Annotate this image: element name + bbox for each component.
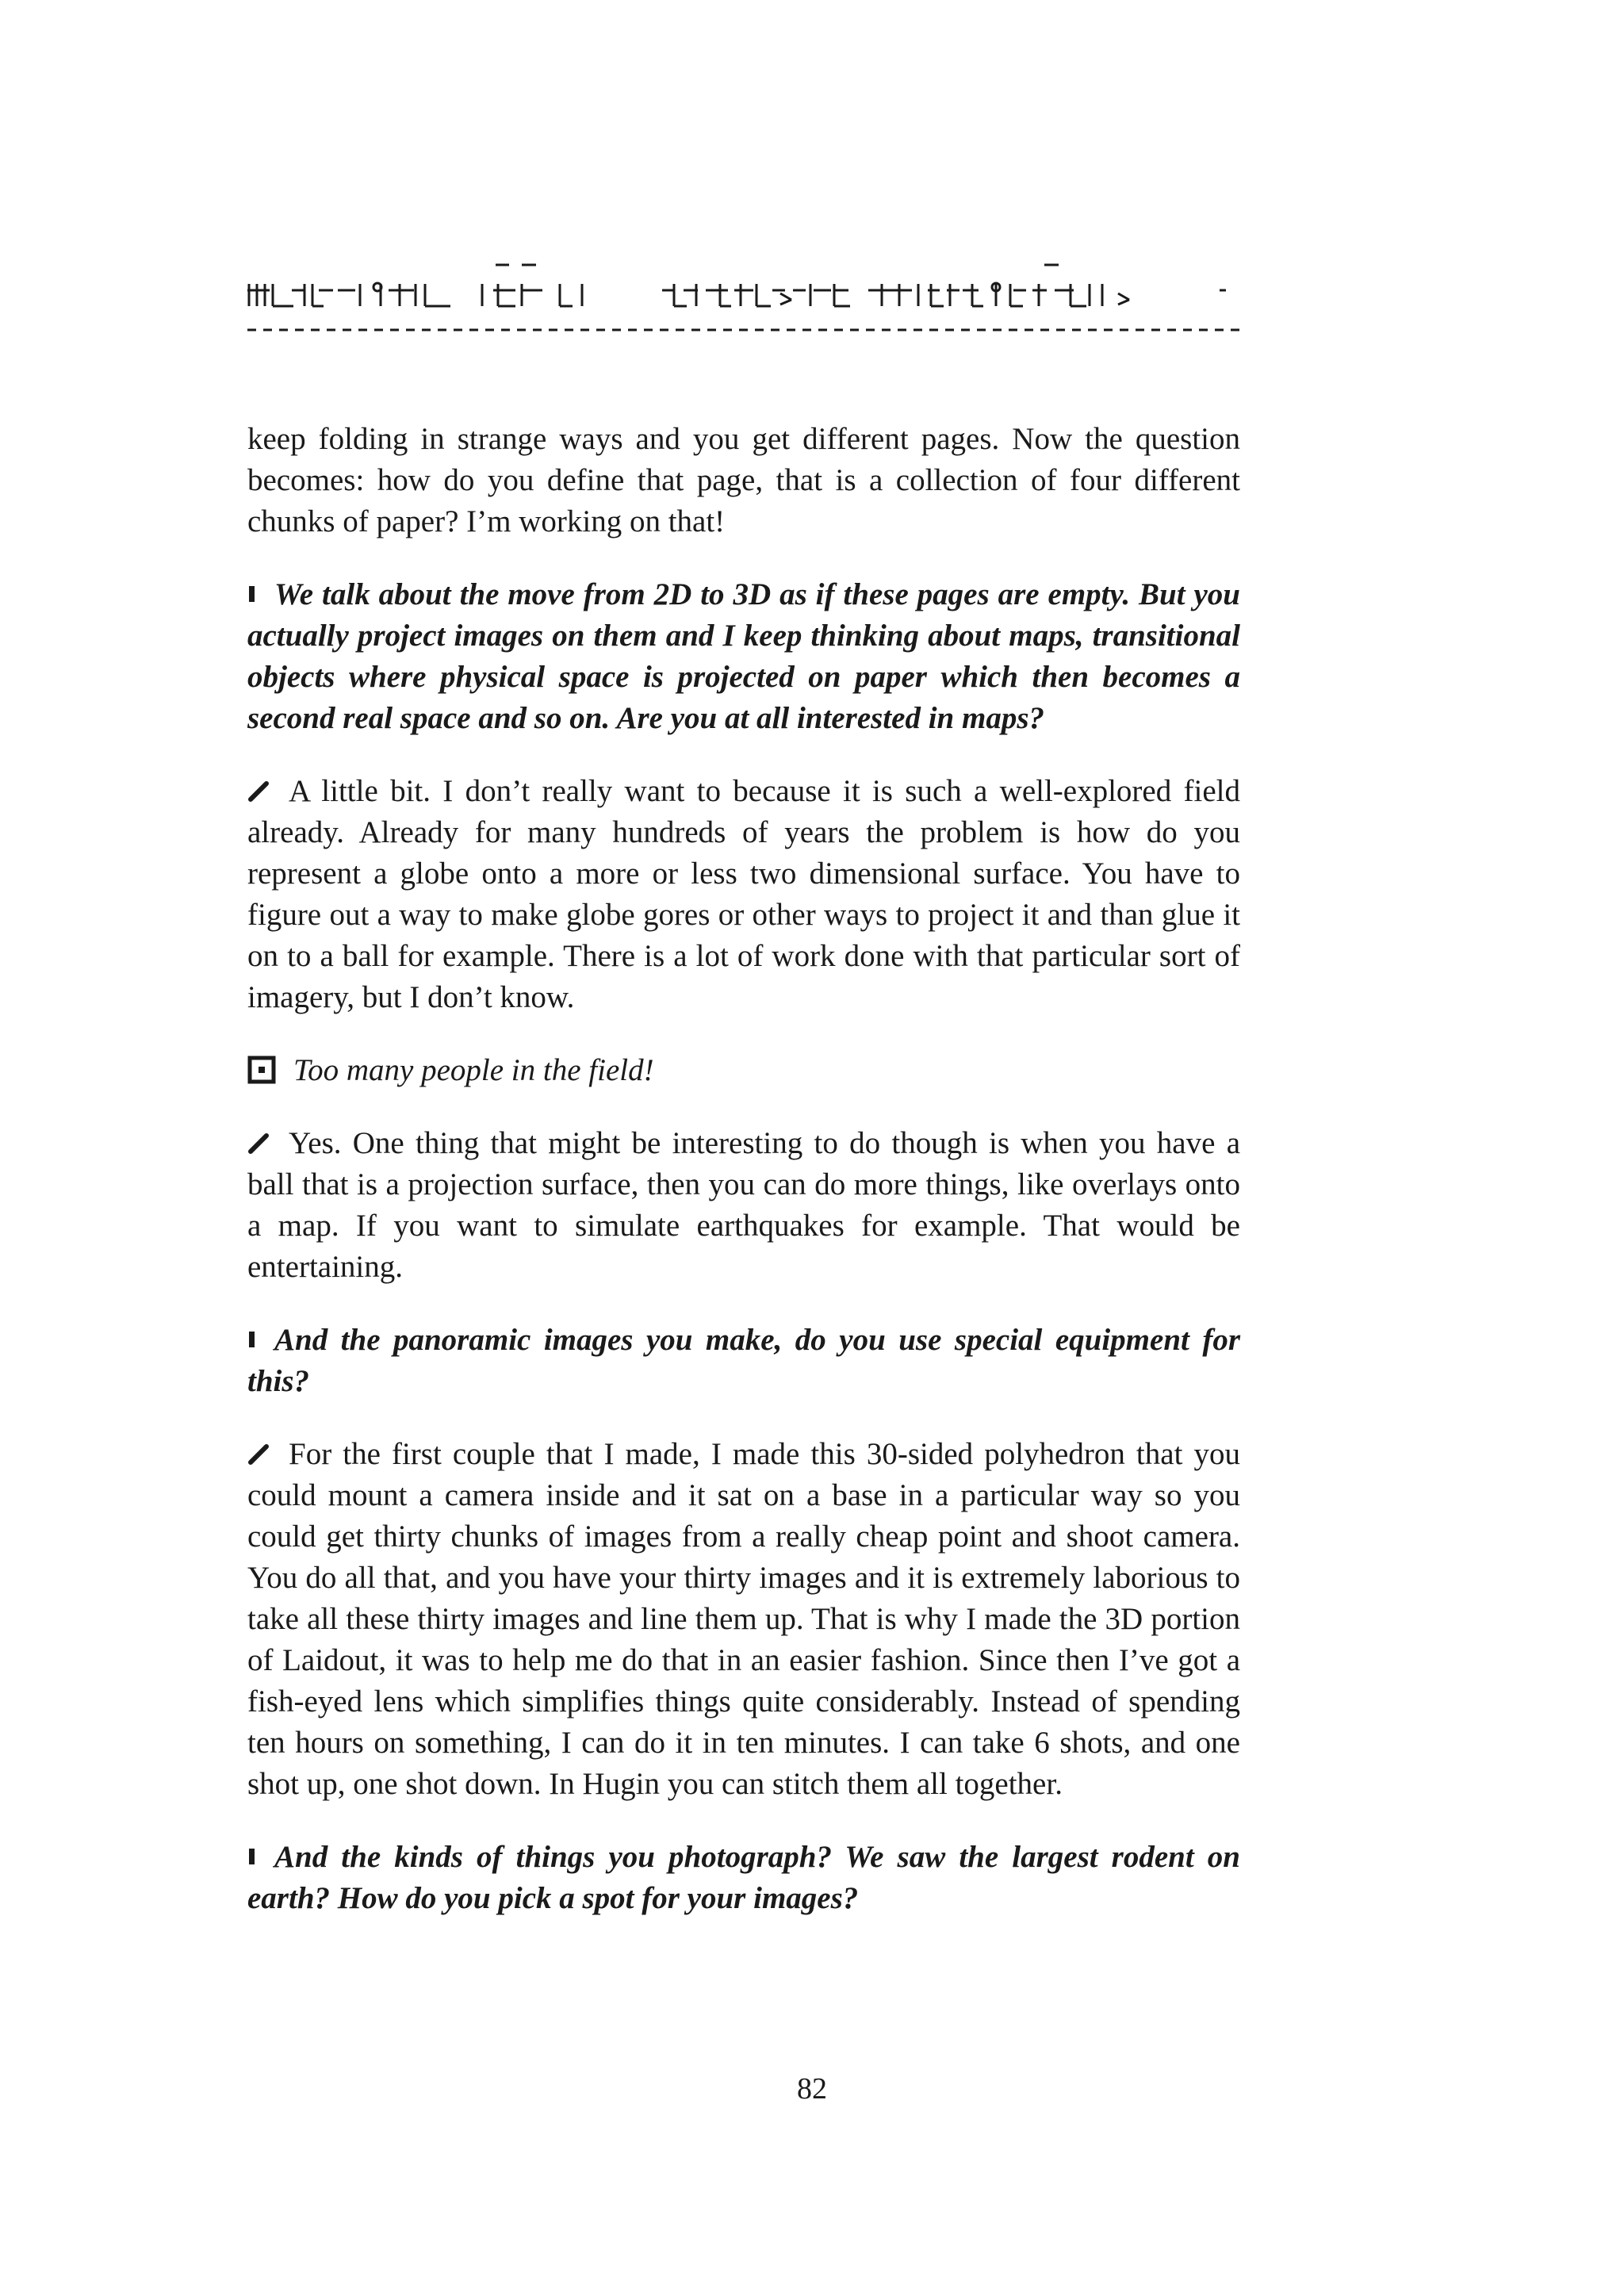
ascii-art-title-icon (246, 238, 1241, 349)
bar-marker-icon (247, 1847, 257, 1866)
other-remark (247, 1050, 1240, 1091)
square-dot-icon (247, 1056, 276, 1084)
paragraph-text: And the kinds of things you photograph? We saw the largest rodent on earth? How do you pick a spot for your images? (247, 1840, 1240, 1915)
interview-text (247, 419, 1240, 1951)
interviewer-question (247, 1837, 1240, 1919)
paragraph-text: And the panoramic images you make, do you use special equipment for this? (247, 1323, 1240, 1398)
pencil-icon (247, 779, 271, 803)
paragraph-text: A little bit. I don’t really want to because it is such a well-explored field already. Already for many hundreds of years the problem is how do you represent a globe onto a more or less two dimensional surface. You have to figure out a way to make globe gores or other ways to project it and than glue it on to a ball for example. There is a lot of work done with that particular sort of imagery, but I don’t know. (247, 774, 1240, 1014)
artist-answer (247, 1434, 1240, 1805)
paragraph-text: Too many people in the field! (293, 1053, 654, 1087)
paragraph-text: keep folding in strange ways and you get different pages. Now the question becomes: how do you define that page, that is a collection of four different chunks of paper? I’m working on that! (247, 422, 1240, 538)
paragraph-text: For the first couple that I made, I made this 30-sided polyhedron that you could mount a camera inside and it sat on a base in a particular way so you could get thirty chunks of images from a really cheap point and shoot camera. You do all that, and you have your thirty images and it is extremely laborious to take all these thirty images and line them up. That is why I made the 3D portion of Laidout, it was to help me do that in an easier fashion. Since then I’ve got a fish-eyed lens which simplifies things quite considerably. Instead of spending ten hours on something, I can do it in ten minutes. I can take 6 shots, and one shot up, one shot down. In Hugin you can stitch them all together. (247, 1437, 1240, 1801)
pencil-icon (247, 1442, 271, 1466)
bar-marker-icon (247, 1330, 257, 1349)
paragraph-text: Yes. One thing that might be interesting to do though is when you have a ball that is a projection surface, then you can do more things, like overlays onto a map. If you want to simulate earthquakes for example. That would be entertaining. (247, 1126, 1240, 1284)
paragraph-text: We talk about the move from 2D to 3D as if these pages are empty. But you actually project images on them and I keep thinking about maps, transitional objects where physical space is projected on paper which then becomes a second real space and so on. Are you at all interested in maps? (247, 577, 1240, 735)
bar-marker-icon (247, 584, 257, 604)
interviewer-question (247, 1320, 1240, 1402)
artist-answer (247, 771, 1240, 1018)
page-number: 82 (797, 2072, 827, 2106)
pencil-icon (247, 1131, 271, 1155)
artist-answer (247, 1123, 1240, 1288)
interviewer-question (247, 574, 1240, 739)
paragraph-continuation (247, 419, 1240, 542)
